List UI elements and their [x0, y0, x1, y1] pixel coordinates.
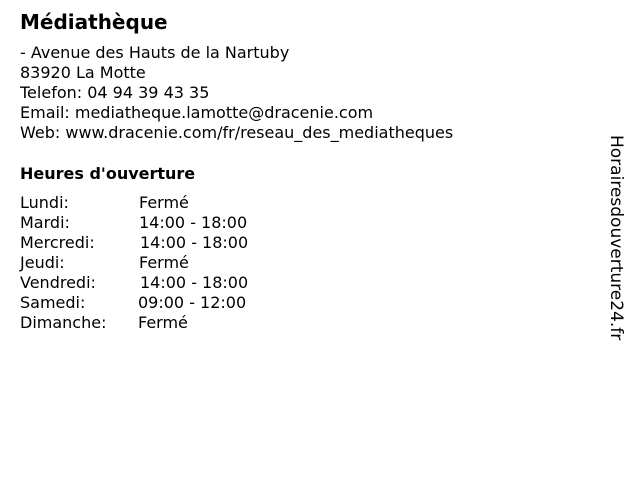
phone-number: Telefon: 04 94 39 43 35: [20, 83, 210, 102]
day-label: Vendredi:: [20, 273, 96, 292]
day-label: Mardi:: [20, 213, 70, 232]
email-address: Email: mediatheque.lamotte@dracenie.com: [20, 103, 374, 122]
website-url: Web: www.dracenie.com/fr/reseau_des_mediatheques: [20, 123, 454, 142]
hours-value: 14:00 - 18:00: [140, 233, 249, 252]
hours-value: Fermé: [138, 313, 188, 332]
opening-hours-heading: Heures d'ouverture: [20, 164, 196, 183]
day-label: Lundi:: [20, 193, 69, 212]
hours-value: Fermé: [139, 193, 189, 212]
site-watermark: Horairesdouverture24.fr: [606, 135, 626, 341]
hours-value: 14:00 - 18:00: [139, 213, 248, 232]
postal-city: 83920 La Motte: [20, 63, 146, 82]
day-label: Jeudi:: [20, 253, 65, 272]
hours-value: Fermé: [139, 253, 189, 272]
page-title: Médiathèque: [20, 10, 168, 34]
day-label: Samedi:: [20, 293, 86, 312]
street-address: - Avenue des Hauts de la Nartuby: [20, 43, 290, 62]
day-label: Dimanche:: [20, 313, 107, 332]
day-label: Mercredi:: [20, 233, 95, 252]
address-block: [20, 43, 453, 143]
hours-value: 14:00 - 18:00: [140, 273, 249, 292]
hours-value: 09:00 - 12:00: [138, 293, 247, 312]
